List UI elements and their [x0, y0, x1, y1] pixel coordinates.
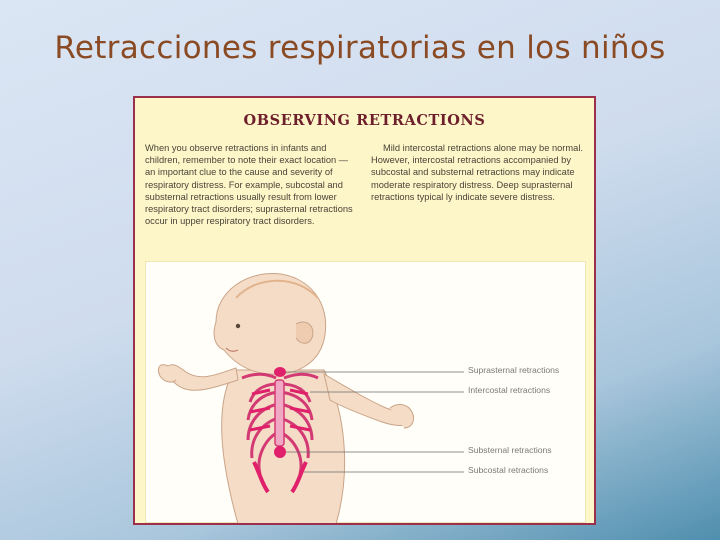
subcostal-label: Subcostal retractions	[468, 465, 549, 475]
sternum	[275, 380, 284, 446]
suprasternal-retraction-mark	[274, 367, 286, 377]
infant-illustration-panel	[145, 261, 586, 523]
left-paragraph: When you observe retractions in infants and children, remember to note their exact location — an important clue to the cause and severity of respiratory distress. For example, subcostal and substernal retractions usually result from lower respiratory tract disorders; suprasternal retractions occur in upper respiratory tract disorders.	[145, 143, 353, 227]
infant-ear	[296, 322, 313, 343]
substernal-label: Substernal retractions	[468, 445, 552, 455]
slide-title: Retracciones respiratorias en los niños	[54, 30, 666, 66]
figure-heading: OBSERVING RETRACTIONS	[243, 112, 486, 129]
substernal-retraction-mark	[274, 446, 286, 458]
observing-retractions-figure	[133, 96, 596, 525]
intercostal-label: Intercostal retractions	[468, 385, 551, 395]
infant-eye	[236, 324, 240, 328]
suprasternal-label: Suprasternal retractions	[468, 365, 560, 375]
right-paragraph: Mild intercostal retractions alone may be normal. However, intercostal retractions accompanied by subcostal and substernal retractions may indicate moderate respiratory distress. Deep suprasternal retractions typical ly indicate severe distress.	[371, 143, 583, 202]
